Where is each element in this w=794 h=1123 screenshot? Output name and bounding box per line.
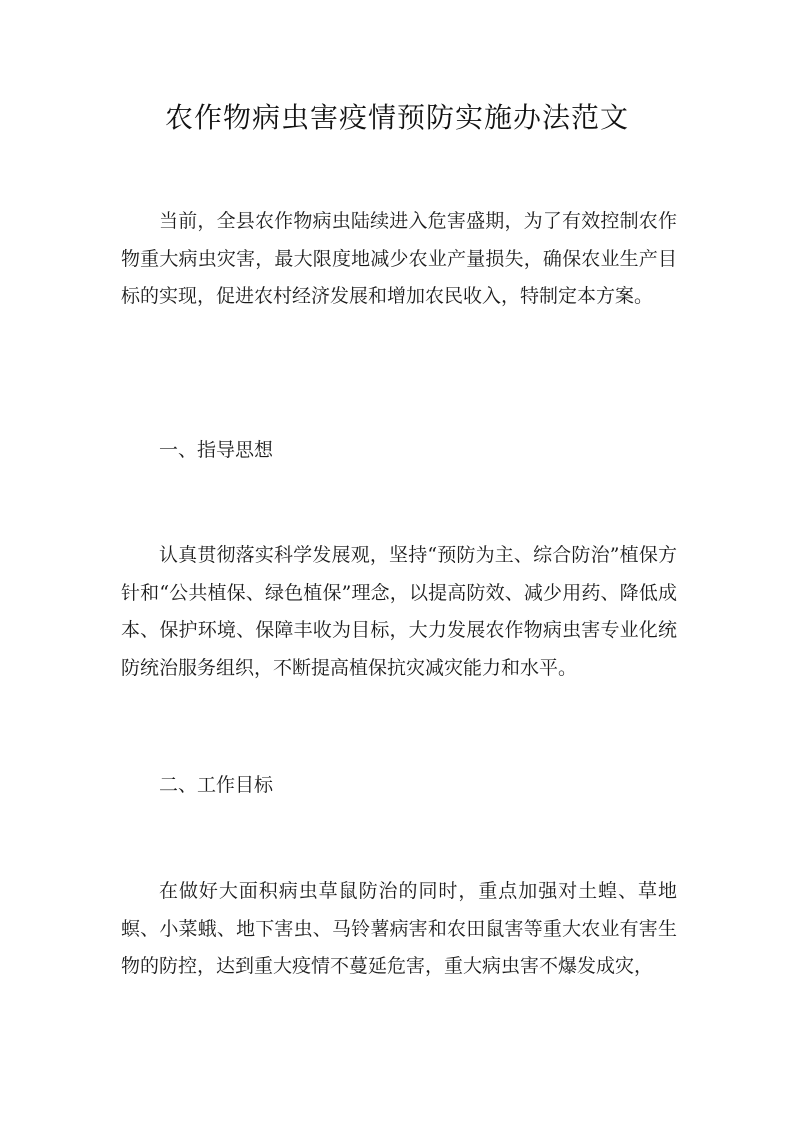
intro-paragraph: 当前，全县农作物病虫陆续进入危害盛期，为了有效控制农作物重大病虫灾害，最大限度地减少农业产量损失，确保农业生产目标的实现，促进农村经济发展和增加农民收入，特制定本方案。 — [121, 210, 677, 307]
section-heading-work-goals: 二、工作目标 — [159, 774, 274, 796]
section-paragraph-work-goals: 在做好大面积病虫草鼠防治的同时，重点加强对土蝗、草地螟、小菜蛾、地下害虫、马铃薯病害和农田鼠害等重大农业有害生物的防控，达到重大疫情不蔓延危害，重大病虫害不爆发成灾， — [121, 880, 677, 977]
section-paragraph-guiding-ideology: 认真贯彻落实科学发展观，坚持“预防为主、综合防治”植保方针和“公共植保、绿色植保”理念，以提高防效、减少用药、降低成本、保护环境、保障丰收为目标，大力发展农作物病虫害专业化统防统治服务组织，不断提高植保抗灾减灾能力和水平。 — [121, 544, 677, 679]
document-title: 农作物病虫害疫情预防实施办法范文 — [164, 101, 629, 134]
section-heading-guiding-ideology: 一、指导思想 — [159, 439, 274, 461]
